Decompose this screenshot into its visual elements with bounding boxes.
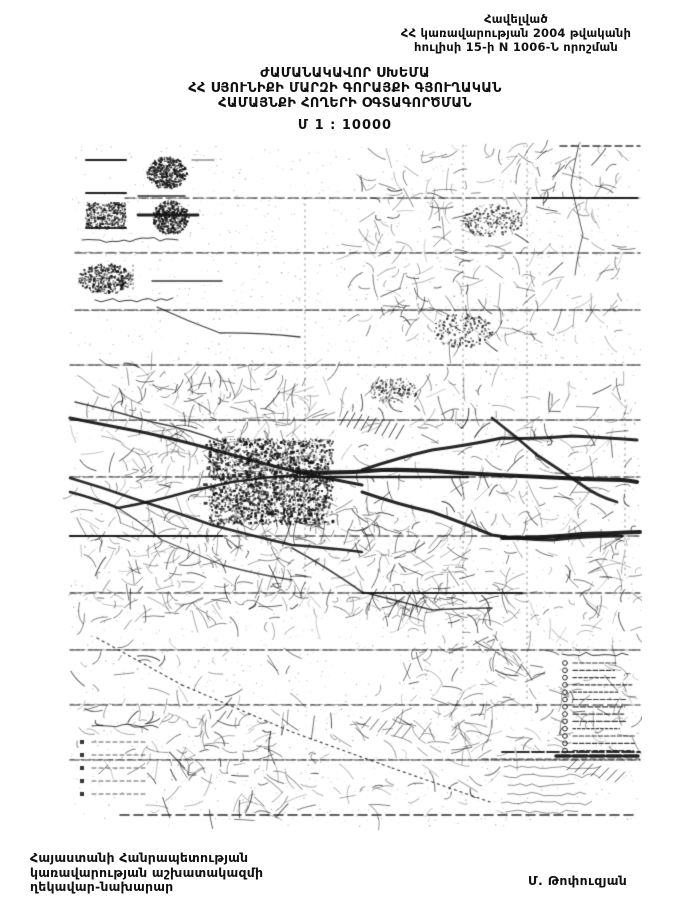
annex-reference [356,12,676,54]
office-line: կառավարության աշխատակազմի [30,864,264,880]
title-line: ՀՀ ՍՅՈՒՆԻՔԻ ՄԱՐԶԻ ԳՈՐԱՅՔԻ ԳՅՈՒՂԱԿԱՆ [188,81,502,96]
map-area [62,140,642,835]
annex-line: Հավելված [484,12,548,26]
scanned-map-image [62,140,642,835]
signatory-name: Մ. Թոփուզյան [528,873,628,888]
title-line: ԺԱՄԱՆԱԿԱՎՈՐ ՍԽԵՄԱ [260,66,430,81]
office-line: Հայաստանի Հանրապետության [30,850,249,865]
office-line: ղեկավար-նախարար [30,879,174,894]
map-scale-label: Մ 1 : 10000 [297,118,393,133]
annex-line: հուլիսի 15-ի N 1006-Ն որոշման [414,40,618,54]
title-line: ՀԱՄԱՅՆՔԻ ՀՈՂԵՐԻ ՕԳՏԱԳՈՐԾՄԱՆ [218,96,472,111]
signatory-office [30,851,263,895]
document-title [0,66,690,111]
annex-line: ՀՀ կառավարության 2004 թվականի [400,26,632,40]
